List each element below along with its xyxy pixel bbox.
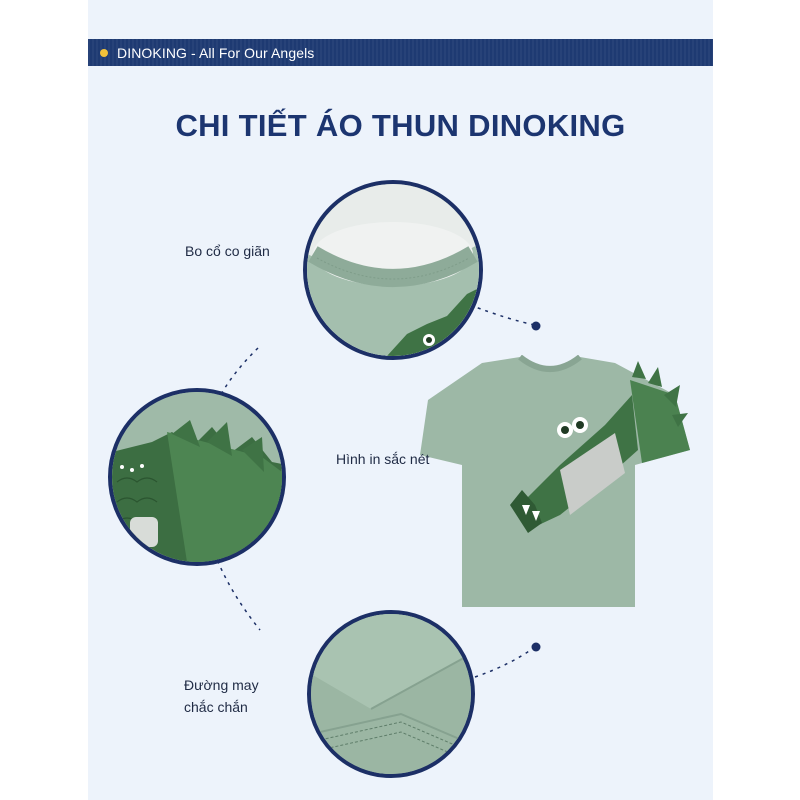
page-title: CHI TIẾT ÁO THUN DINOKING	[175, 108, 626, 143]
tshirt-photo	[410, 355, 695, 615]
banner-text: DINOKING - All For Our Angels	[117, 44, 315, 61]
dino-spikes-photo	[108, 388, 286, 566]
collar-detail-photo	[303, 180, 483, 360]
feature-label-stitching-line2: chắc chắn	[184, 699, 248, 715]
connector-dot-icon	[532, 643, 541, 652]
feature-label-print: Hình in sắc nét	[336, 451, 430, 467]
connector-dot-icon	[532, 322, 541, 331]
feature-label-stitching	[184, 674, 259, 718]
hem-stitch-photo	[307, 610, 475, 778]
feature-label-collar: Bo cổ co giãn	[185, 243, 270, 259]
feature-label-stitching-line1: Đường may	[184, 677, 259, 693]
